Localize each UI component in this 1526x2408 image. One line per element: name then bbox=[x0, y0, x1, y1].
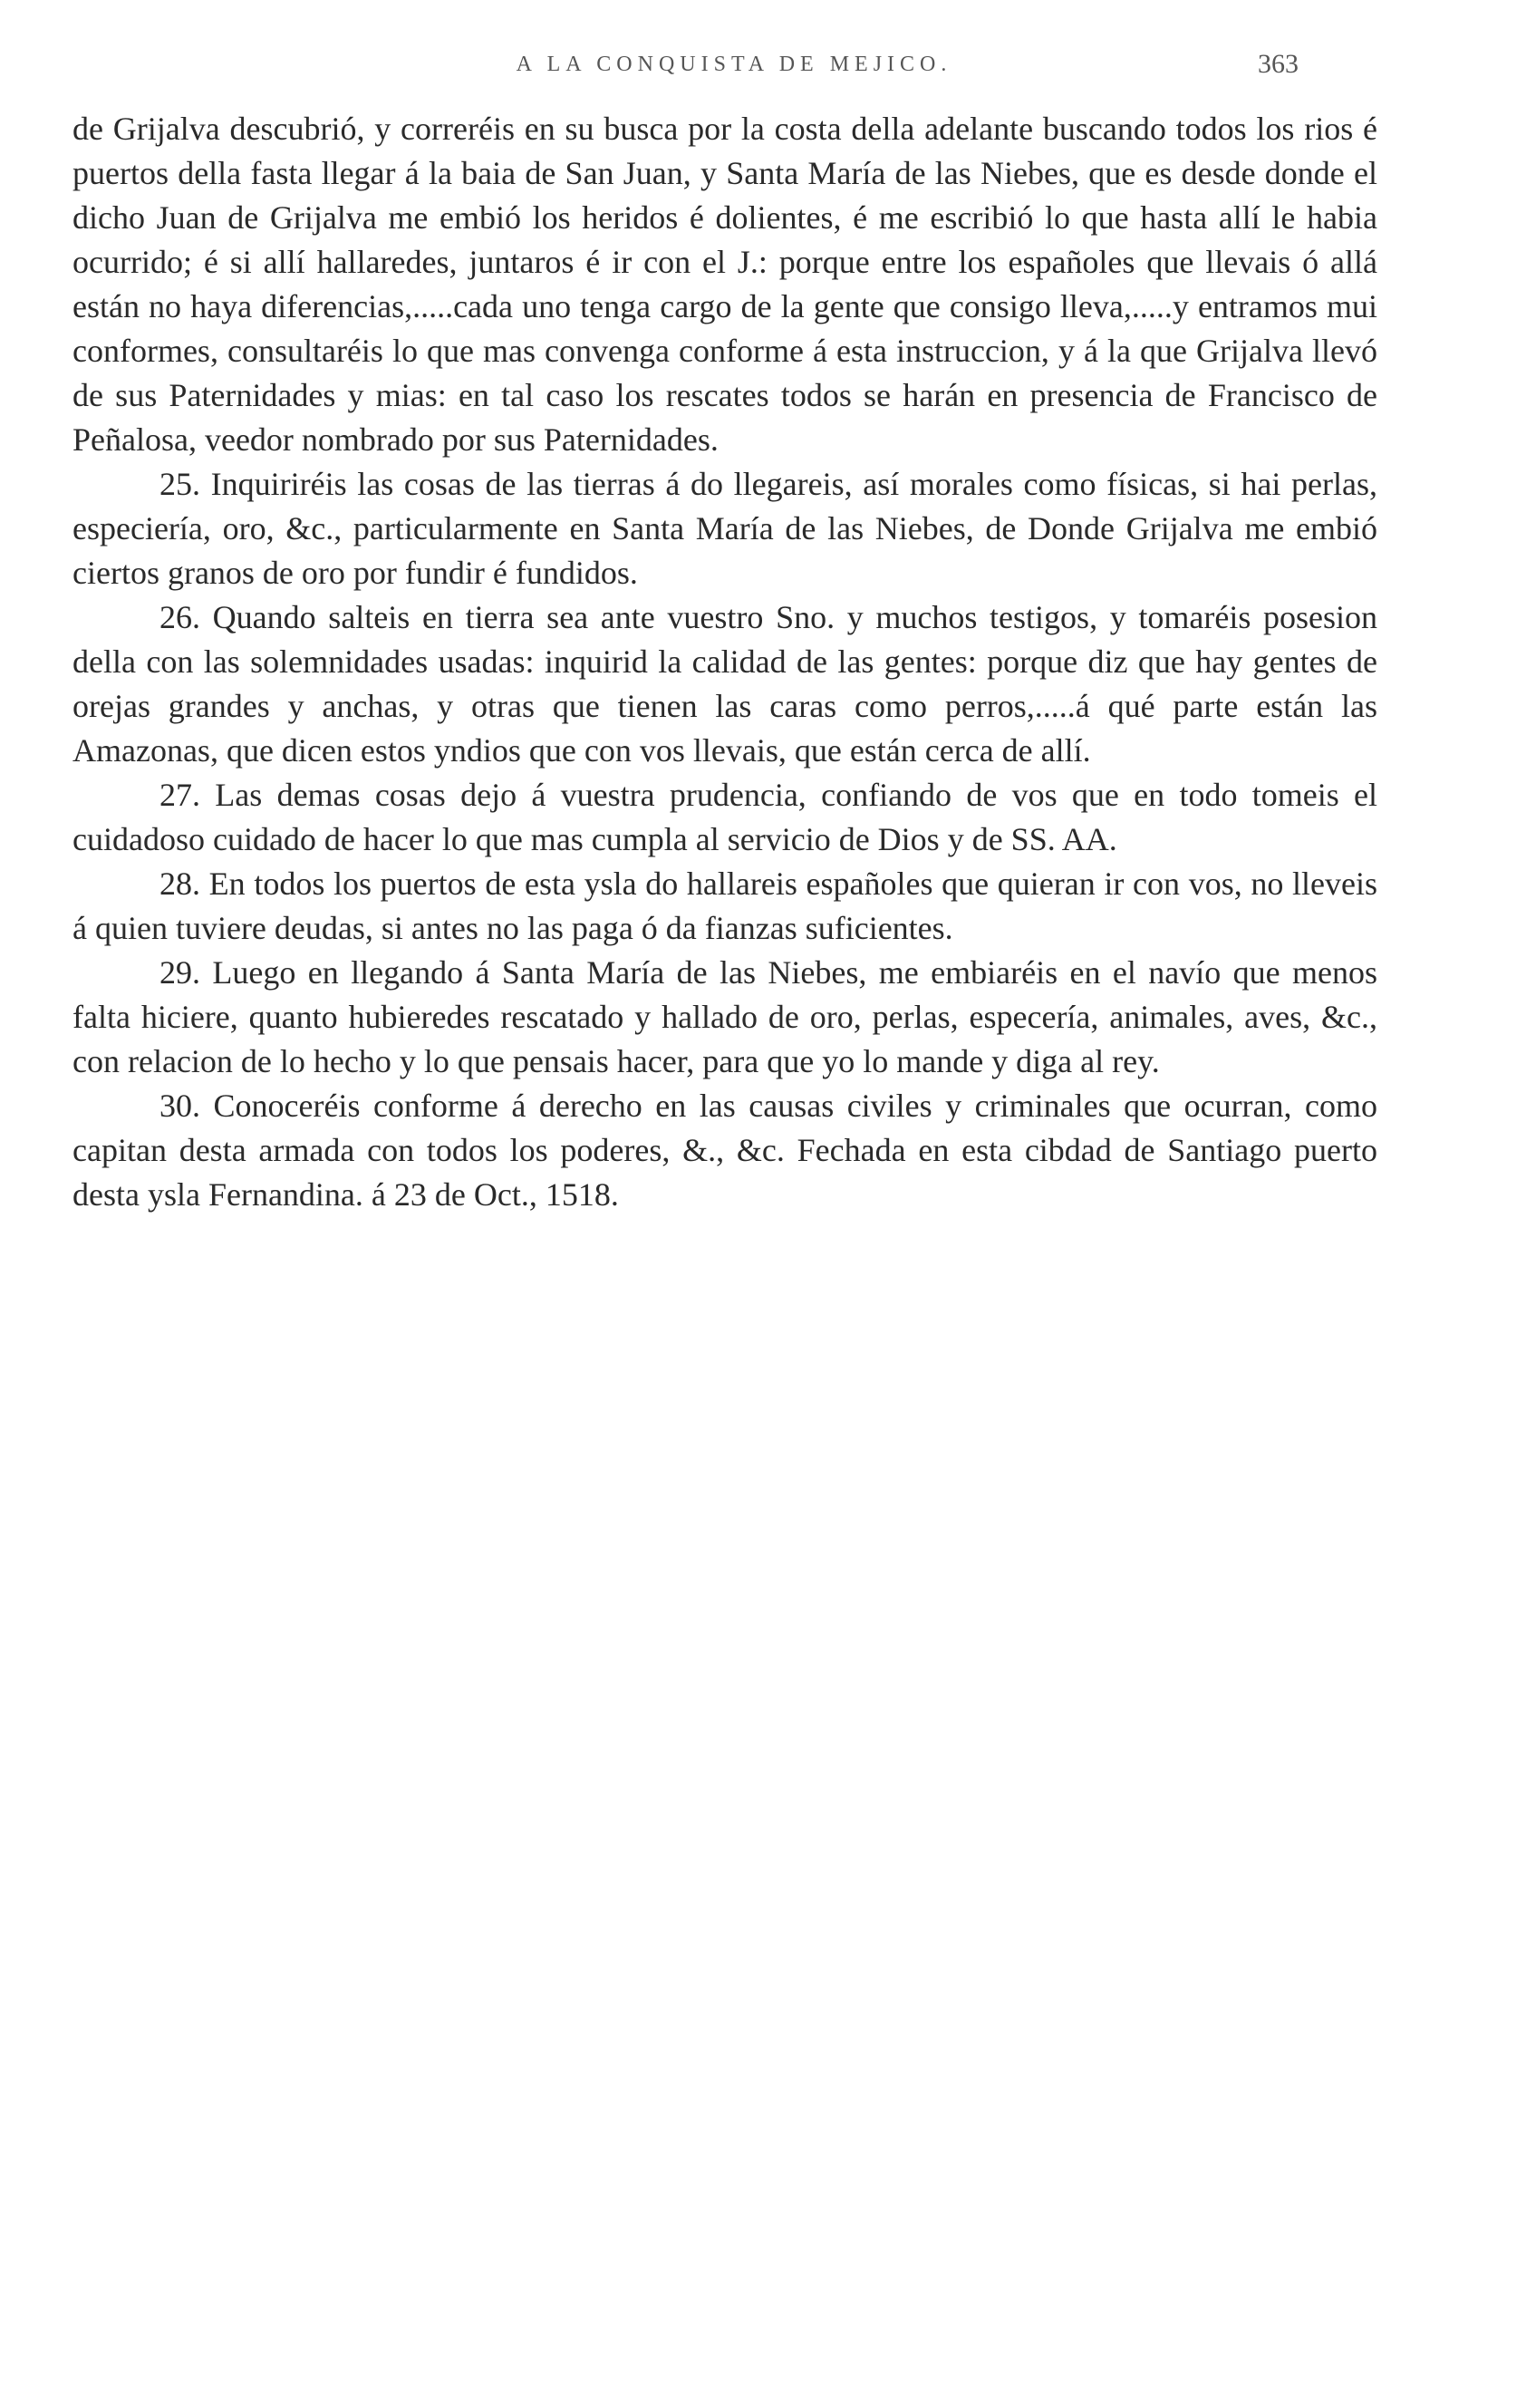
paragraph-number: 30. bbox=[159, 1088, 200, 1124]
paragraph-number: 26. bbox=[159, 599, 200, 635]
paragraph-text: En todos los puertos de esta ysla do hallareis españoles que quieran ir con vos, no lleveis á quien tuviere deudas, si antes no las paga ó da fianzas suficientes. bbox=[72, 866, 1378, 946]
paragraph-number: 29. bbox=[159, 954, 200, 991]
paragraph-text: Las demas cosas dejo á vuestra prudencia, confiando de vos que en todo tomeis el cuidadoso cuidado de hacer lo que mas cumpla al servicio de Dios y de SS. AA. bbox=[72, 777, 1378, 857]
paragraph-30 bbox=[72, 1084, 1377, 1217]
paragraph-text: Quando salteis en tierra sea ante vuestro Sno. y muchos testigos, y tomaréis posesion della con las solemnidades usadas: inquirid la calidad de las gentes: porque diz que hay gentes de orejas grandes y anchas, y otras que tienen las caras como perros,.....á qué parte están las Amazonas, que dicen estos yndios que con vos llevais, que están cerca de allí. bbox=[72, 599, 1378, 769]
paragraph-text: Luego en llegando á Santa María de las Niebes, me embiaréis en el navío que menos falta hiciere, quanto hubieredes rescatado y hallado de oro, perlas, especería, animales, aves, &c., con relacion de lo hecho y lo que pensais hacer, para que yo lo mande y diga al rey. bbox=[72, 954, 1377, 1079]
paragraph-number: 25. bbox=[159, 466, 200, 502]
paragraph-28 bbox=[72, 862, 1377, 951]
paragraph-number: 27. bbox=[159, 777, 200, 813]
running-title: A LA CONQUISTA DE MEJICO. bbox=[516, 53, 952, 76]
paragraph-number: 28. bbox=[159, 866, 200, 902]
paragraph-29 bbox=[72, 951, 1377, 1084]
intro-paragraph: de Grijalva descubrió, y correréis en su busca por la costa della adelante buscando todos los rios é puertos della fasta llegar á la baia de San Juan, y Santa María de las Niebes, que es desde donde el dicho Juan de Grijalva me embió los heridos é dolientes, é me escribió lo que hasta allí le habia ocurrido; é si allí hallaredes, juntaros é ir con el J.: porque entre los españoles que llevais ó allá están no haya diferencias,.....cada uno tenga cargo de la gente que consigo lleva,.....y entramos mui conformes, consultaréis lo que mas convenga conforme á esta instruccion, y á la que Grijalva llevó de sus Paternidades y mias: en tal caso los rescates todos se harán en presencia de Francisco de Peñalosa, veedor nombrado por sus Paternidades. bbox=[72, 111, 1377, 458]
body-text bbox=[72, 107, 1377, 1217]
paragraph-text: Inquiriréis las cosas de las tierras á do llegareis, así morales como físicas, si hai perlas, especiería, oro, &c., particularmente en Santa María de las Niebes, de Donde Grijalva me embió ciertos granos de oro por fundir é fundidos. bbox=[72, 466, 1378, 591]
paragraph-27 bbox=[72, 773, 1377, 862]
page-number: 363 bbox=[1258, 49, 1299, 79]
paragraph-text: Conoceréis conforme á derecho en las causas civiles y criminales que ocurran, como capitan desta armada con todos los poderes, &., &c. Fechada en esta cibdad de Santiago puerto desta ysla Fernandina. á 23 de Oct., 1518. bbox=[72, 1088, 1378, 1213]
paragraph-26 bbox=[72, 595, 1377, 773]
paragraph-25 bbox=[72, 462, 1377, 595]
